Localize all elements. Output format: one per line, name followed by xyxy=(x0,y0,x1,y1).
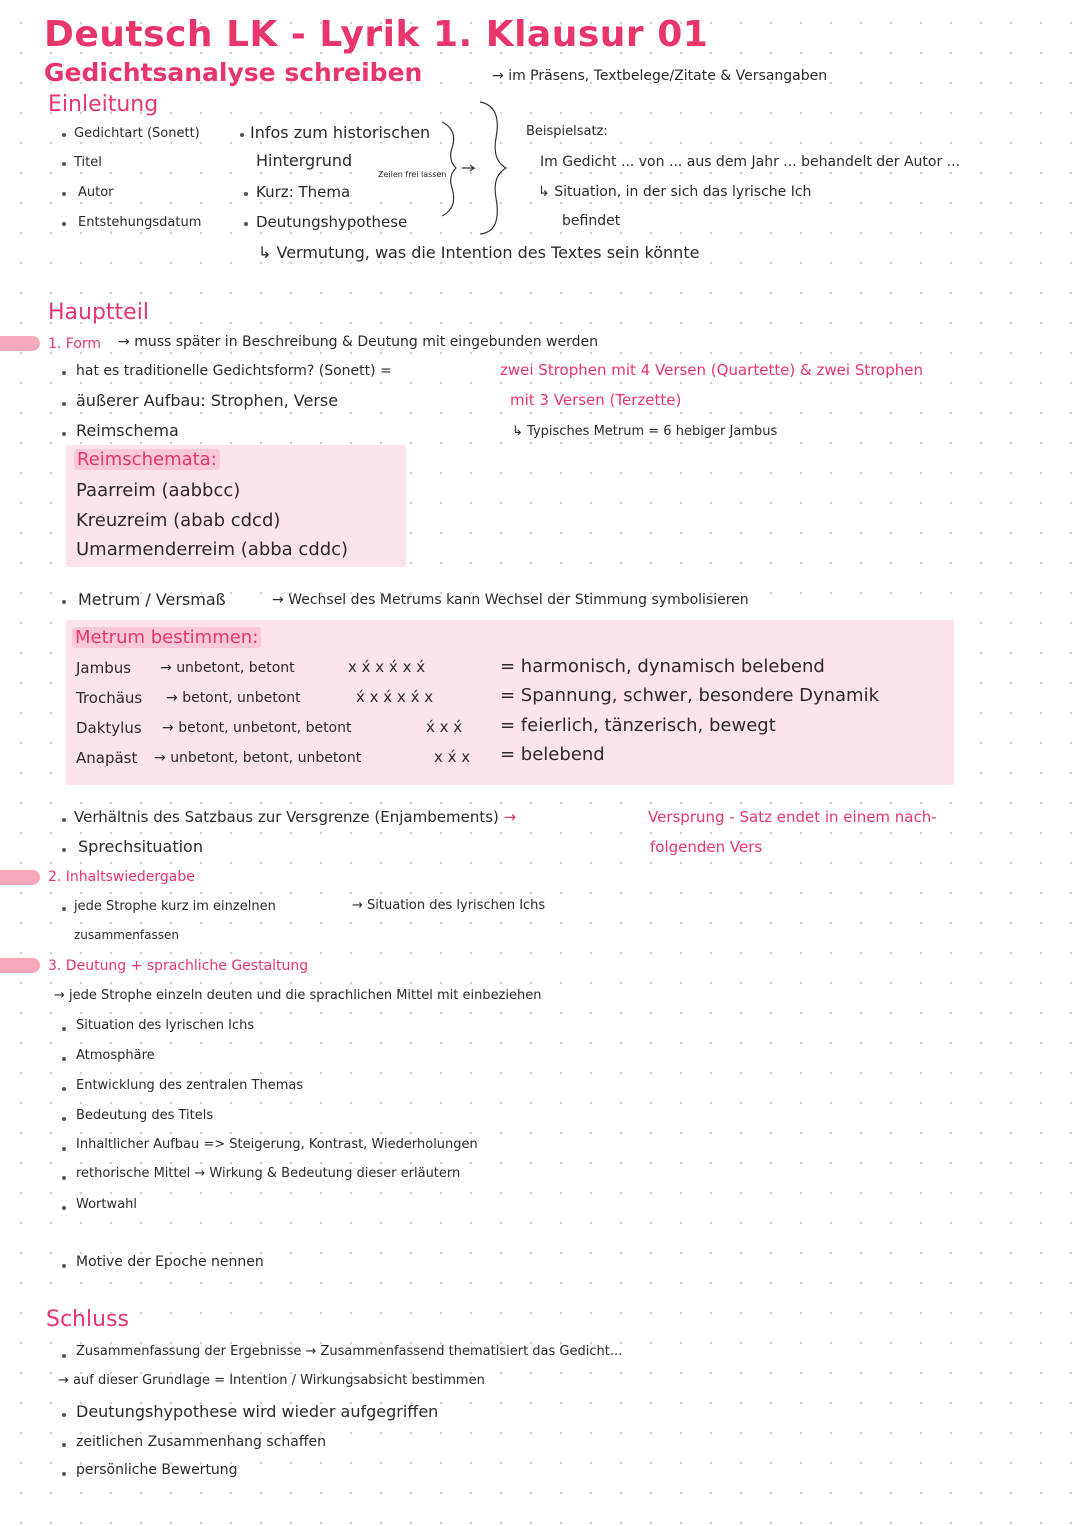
end-item: Zusammenfassung der Ergebnisse → Zusammenfassend thematisiert das Gedicht... xyxy=(76,1344,623,1359)
section-marker xyxy=(0,870,40,885)
arrow-icon: → xyxy=(160,660,172,676)
bullet-dot xyxy=(62,1413,66,1417)
bullet-dot xyxy=(62,1147,66,1151)
arrow-icon: → xyxy=(272,592,284,608)
deutung-item: Inhaltlicher Aufbau => Steigerung, Kontrast, Wiederholungen xyxy=(76,1137,478,1152)
form-answer-1: zwei Strophen mit 4 Versen (Quartette) & zwei Strophen xyxy=(500,361,924,379)
intro-example-3: befindet xyxy=(562,213,621,229)
deutung-main xyxy=(54,988,541,1003)
meter-effect: = harmonisch, dynamisch belebend xyxy=(500,656,825,677)
subtitle-note xyxy=(492,68,827,84)
deutung-label: 3. Deutung + sprachliche Gestaltung xyxy=(48,958,309,974)
end-item: persönliche Bewertung xyxy=(76,1462,238,1478)
intro-mid-kurz: Kurz: Thema xyxy=(256,183,351,201)
bullet-dot xyxy=(62,1027,66,1031)
bullet-dot xyxy=(62,600,66,604)
metrum-note xyxy=(272,592,749,608)
bullet-dot xyxy=(244,192,248,196)
inhalt-note-text: Situation des lyrischen Ichs xyxy=(367,898,546,913)
intro-item-datum: Entstehungsdatum xyxy=(78,215,202,230)
deutung-item: Atmosphäre xyxy=(76,1048,155,1063)
meter-effect: = Spannung, schwer, besondere Dynamik xyxy=(500,685,880,706)
end-item xyxy=(58,1373,485,1388)
inhalt-note xyxy=(352,898,545,913)
arrow-icon: → xyxy=(162,720,174,736)
bullet-dot xyxy=(62,1472,66,1476)
meter-desc xyxy=(160,660,295,676)
page-title: Deutsch LK - Lyrik 1. Klausur 01 xyxy=(44,14,709,55)
bullet-dot xyxy=(62,432,66,436)
intro-item-gedichtart: Gedichtart (Sonett) xyxy=(74,126,200,141)
intro-mid-hintergrund: Hintergrund xyxy=(256,151,353,170)
rhyme-umarmender: Umarmenderreim (abba cddc) xyxy=(76,539,349,560)
form-label: 1. Form xyxy=(48,336,102,352)
meter-desc-text: unbetont, betont xyxy=(176,660,295,676)
page-subtitle: Gedichtsanalyse schreiben xyxy=(44,58,423,87)
inhalt-label: 2. Inhaltswiedergabe xyxy=(48,869,195,885)
meter-name: Trochäus xyxy=(76,689,143,707)
intro-example-1: Im Gedicht ... von ... aus dem Jahr ... behandelt der Autor ... xyxy=(540,154,961,170)
bullet-dot xyxy=(62,402,66,406)
meter-name: Anapäst xyxy=(76,749,138,767)
deutung-main-text: jede Strophe einzeln deuten und die sprachlichen Mittel mit einbeziehen xyxy=(69,988,542,1003)
meter-marks: x́ x x́ xyxy=(426,718,463,736)
arrow-icon: → xyxy=(166,690,178,706)
form-answer-2: mit 3 Versen (Terzette) xyxy=(510,391,682,409)
rhyme-paarreim: Paarreim (aabbcc) xyxy=(76,480,241,501)
bullet-dot xyxy=(62,133,66,137)
arrow-hook-icon: ↳ xyxy=(512,424,523,439)
intro-arrow-note xyxy=(258,243,699,262)
meter-desc xyxy=(162,720,352,736)
deutung-item: Bedeutung des Titels xyxy=(76,1108,214,1123)
intro-mid-deutungshypothese: Deutungshypothese xyxy=(256,213,408,231)
meter-marks: x x́ x xyxy=(434,748,471,766)
inhalt-item-2: zusammenfassen xyxy=(74,928,179,942)
intro-bracket-large xyxy=(478,98,518,238)
bullet-dot xyxy=(62,192,66,196)
arrow-icon: → xyxy=(154,750,166,766)
arrow-icon: → xyxy=(492,68,504,84)
intro-example-2-text: Situation, in der sich das lyrische Ich xyxy=(554,184,812,200)
rhyme-kreuzreim: Kreuzreim (abab cdcd) xyxy=(76,510,281,531)
motive-item: Motive der Epoche nennen xyxy=(76,1254,264,1270)
arrow-hook-icon: ↳ xyxy=(258,243,272,262)
satzbau-text: Verhältnis des Satzbaus zur Versgrenze (Enjambements) xyxy=(74,808,499,826)
deutung-item: Situation des lyrischen Ichs xyxy=(76,1018,255,1033)
intro-example-label: Beispielsatz: xyxy=(526,124,608,139)
sprechsituation-item: Sprechsituation xyxy=(78,837,203,856)
meter-effect: = feierlich, tänzerisch, bewegt xyxy=(500,715,776,736)
satzbau-item xyxy=(74,808,516,826)
bullet-dot xyxy=(62,1176,66,1180)
meter-effect: = belebend xyxy=(500,744,605,765)
form-answer-3 xyxy=(512,424,777,439)
form-note xyxy=(118,334,598,350)
intro-heading: Einleitung xyxy=(48,92,159,117)
bullet-dot xyxy=(62,1443,66,1447)
intro-bracket-small xyxy=(440,118,480,228)
meter-box-title-text: Metrum bestimmen: xyxy=(72,627,261,648)
aufbau-item: äußerer Aufbau: Strophen, Verse xyxy=(76,391,339,410)
meter-desc-text: betont, unbetont, betont xyxy=(178,720,352,736)
bullet-dot xyxy=(62,1354,66,1358)
bullet-dot xyxy=(62,1117,66,1121)
end-item: zeitlichen Zusammenhang schaffen xyxy=(76,1434,326,1450)
subtitle-note-text: im Präsens, Textbelege/Zitate & Versangaben xyxy=(508,68,828,84)
bullet-dot xyxy=(62,1206,66,1210)
end-item-text: auf dieser Grundlage = Intention / Wirkungsabsicht bestimmen xyxy=(73,1373,485,1388)
bullet-dot xyxy=(240,133,244,137)
reimschema-item: Reimschema xyxy=(76,421,179,440)
bullet-dot xyxy=(62,1087,66,1091)
meter-marks: x x́ x x́ x x́ xyxy=(348,658,426,676)
bullet-dot xyxy=(62,222,66,226)
inhalt-item: jede Strophe kurz im einzelnen xyxy=(74,899,276,914)
meter-desc xyxy=(154,750,361,766)
intro-mid-note: Zeilen frei lassen xyxy=(378,170,447,179)
main-heading: Hauptteil xyxy=(48,300,149,325)
deutung-item: Wortwahl xyxy=(76,1197,137,1212)
form-answer-3-text: Typisches Metrum = 6 hebiger Jambus xyxy=(527,424,778,439)
bullet-dot xyxy=(62,848,66,852)
meter-box-title xyxy=(72,627,261,648)
bullet-dot xyxy=(62,371,66,375)
bullet-dot xyxy=(62,907,66,911)
meter-name: Jambus xyxy=(76,659,132,677)
bullet-dot xyxy=(62,1057,66,1061)
arrow-icon: → xyxy=(54,988,65,1003)
end-heading: Schluss xyxy=(46,1307,129,1332)
arrow-icon: → xyxy=(503,808,517,826)
deutung-item: rethorische Mittel → Wirkung & Bedeutung dieser erläutern xyxy=(76,1166,461,1181)
arrow-icon: → xyxy=(58,1373,69,1388)
arrow-hook-icon: ↳ xyxy=(538,184,550,200)
section-marker xyxy=(0,958,40,973)
bullet-dot xyxy=(244,222,248,226)
bullet-dot xyxy=(62,162,66,166)
intro-mid-infos: Infos zum historischen xyxy=(250,123,431,142)
form-question: hat es traditionelle Gedichtsform? (Sonett) = xyxy=(76,363,392,379)
intro-example-2 xyxy=(538,184,811,200)
deutung-item: Entwicklung des zentralen Themas xyxy=(76,1078,304,1093)
metrum-item: Metrum / Versmaß xyxy=(78,590,226,609)
rhyme-box-title xyxy=(74,449,220,470)
section-marker xyxy=(0,336,40,351)
satzbau-note-2: folgenden Vers xyxy=(650,838,763,856)
rhyme-box-title-text: Reimschemata: xyxy=(74,449,220,470)
intro-arrow-note-text: Vermutung, was die Intention des Textes sein könnte xyxy=(276,243,700,262)
meter-desc-text: unbetont, betont, unbetont xyxy=(170,750,362,766)
meter-desc xyxy=(166,690,301,706)
intro-item-autor: Autor xyxy=(78,185,114,200)
meter-name: Daktylus xyxy=(76,719,142,737)
form-note-text: muss später in Beschreibung & Deutung mit eingebunden werden xyxy=(134,334,598,350)
bullet-dot xyxy=(62,818,66,822)
meter-desc-text: betont, unbetont xyxy=(182,690,301,706)
bullet-dot xyxy=(62,1264,66,1268)
satzbau-note-1: Versprung - Satz endet in einem nach- xyxy=(648,808,937,826)
metrum-note-text: Wechsel des Metrums kann Wechsel der Stimmung symbolisieren xyxy=(288,592,749,608)
arrow-icon: → xyxy=(118,334,130,350)
meter-marks: x́ x x́ x x́ x xyxy=(356,688,434,706)
arrow-icon: → xyxy=(352,898,363,913)
intro-item-titel: Titel xyxy=(74,155,102,170)
end-item: Deutungshypothese wird wieder aufgegriffen xyxy=(76,1402,439,1421)
